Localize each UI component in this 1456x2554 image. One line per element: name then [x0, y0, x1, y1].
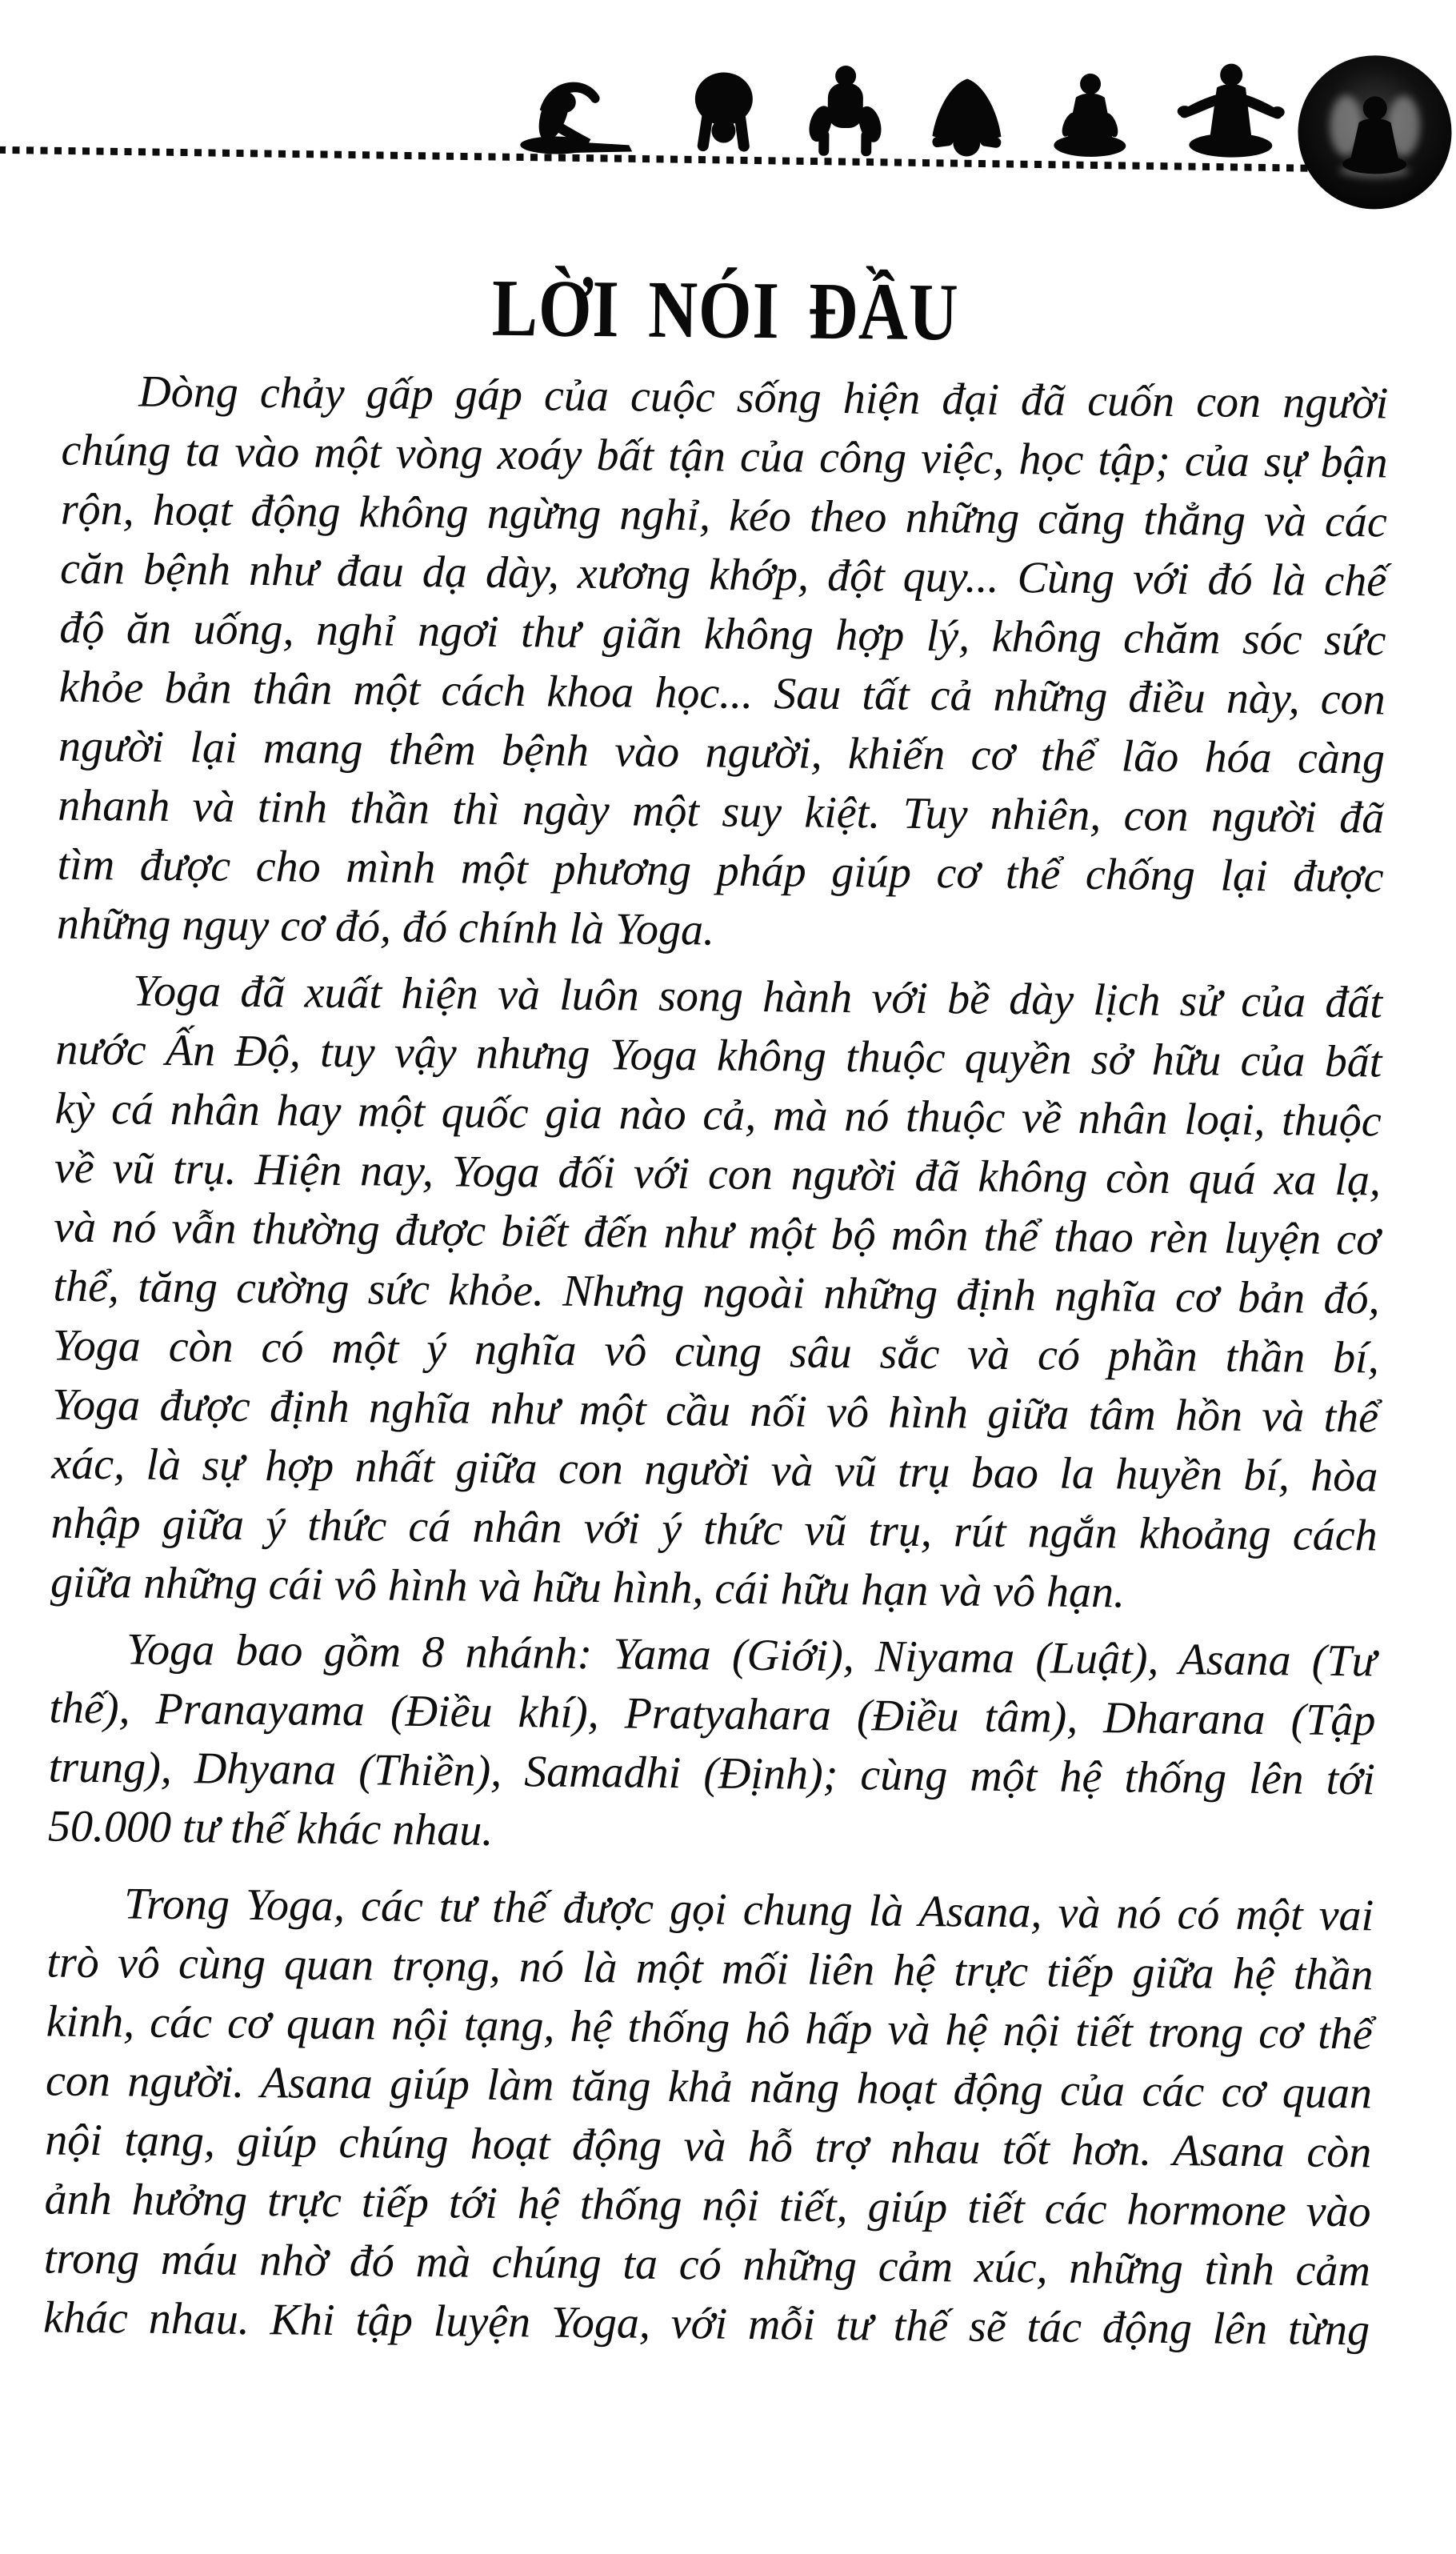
text-line: căn bệnh như đau dạ dày, xương khớp, đột quy... Cùng với đó là chế — [59, 543, 1387, 606]
text-line: Dòng chảy gấp gáp của cuộc sống hiện đại đã cuốn con người — [138, 366, 1389, 429]
body-text — [43, 362, 1389, 2368]
text-line: Yoga đã xuất hiện và luôn song hành với bề dày lịch sử của đất — [132, 966, 1383, 1028]
text-line: Yoga được định nghĩa như một cầu nối vô hình giữa tâm hồn và thể — [51, 1379, 1379, 1443]
tortoise-fold-pose-icon — [929, 75, 1005, 159]
page-title: LỜI NÓI ĐẦU — [490, 262, 959, 358]
footer-ornament — [0, 2364, 1434, 2522]
text-line: khỏe bản thân một cách khoa học... Sau tất cả những điều này, con — [58, 662, 1386, 725]
text-line: kỳ cá nhân hay một quốc gia nào cả, mà nó thuộc về nhân loại, thuộc — [54, 1083, 1382, 1147]
text-line: trung), Dhyana (Thiền), Samadhi (Định); cùng một hệ thống lên tới — [48, 1742, 1376, 1805]
paragraph — [48, 1619, 1377, 1869]
paragraph — [57, 362, 1389, 967]
text-line: nội tạng, giúp chúng hoạt động và hỗ trợ nhau tốt hơn. Asana còn — [45, 2115, 1372, 2178]
text-line: độ ăn uống, nghỉ ngơi thư giãn không hợp lý, không chăm sóc sức — [59, 602, 1386, 666]
yoga-pose-strip — [517, 42, 1286, 162]
text-line: Yoga bao gồm 8 nhánh: Yama (Giới), Niyama (Luật), Asana (Tư — [126, 1624, 1377, 1687]
meditation-circle-badge-icon — [1295, 48, 1454, 219]
paragraph — [43, 1874, 1374, 2360]
text-line: xác, là sự hợp nhất giữa con người và vũ trụ bao la huyền bí, hòa — [51, 1439, 1378, 1502]
text-line: rộn, hoạt động không ngừng nghỉ, kéo theo những căng thẳng và các — [60, 484, 1388, 547]
text-line: trò vô cùng quan trọng, nó là một mối liên hệ trực tiếp giữa hệ thần — [46, 1937, 1374, 2000]
text-line: con người. Asana giúp làm tăng khả năng hoạt động của các cơ quan — [45, 2056, 1373, 2119]
text-line: giữa những cái vô hình và hữu hình, cái hữu hạn và vô hạn. — [50, 1557, 1126, 1618]
text-line: Yoga còn có một ý nghĩa vô cùng sâu sắc và có phần thần bí, — [52, 1320, 1380, 1383]
text-line: khác nhau. Khi tập luyện Yoga, với mỗi tư thế sẽ tác động lên từng — [42, 2292, 1370, 2356]
text-line: nước Ấn Độ, tuy vậy nhưng Yoga không thuộc quyền sở hữu của bất — [55, 1024, 1382, 1087]
text-line: chúng ta vào một vòng xoáy bất tận của công việc, học tập; của sự bận — [61, 425, 1388, 488]
text-line: và nó vẫn thường được biết đến như một bộ môn thể thao rèn luyện cơ — [53, 1202, 1381, 1265]
lotus-arms-out-pose-icon — [1176, 60, 1286, 162]
text-line: về vũ trụ. Hiện nay, Yoga đối với con người đã không còn quá xa lạ, — [54, 1143, 1382, 1206]
text-line: ảnh hưởng trực tiếp tới hệ thống nội tiết, giúp tiết các hormone vào — [44, 2174, 1371, 2237]
text-line: nhanh và tinh thần thì ngày một suy kiệt. Tuy nhiên, con người đã — [58, 780, 1385, 843]
text-line: Trong Yoga, các tư thế được gọi chung là Asana, và nó có một vai — [123, 1879, 1374, 1941]
title-row — [0, 257, 1454, 364]
text-line: người lại mang thêm bệnh vào người, khiến cơ thể lão hóa càng — [58, 721, 1386, 784]
paragraph — [50, 961, 1383, 1625]
seated-side-stretch-pose-icon — [517, 65, 638, 155]
text-line: 50.000 tư thế khác nhau. — [47, 1801, 494, 1855]
lotus-meditation-pose-icon — [1052, 71, 1130, 160]
text-line: thế), Pranayama (Điều khí), Pratyahara (Điều tâm), Dharana (Tập — [49, 1683, 1376, 1746]
text-line: kinh, các cơ quan nội tạng, hệ thống hô hấp và hệ nội tiết trong cơ thể — [46, 1996, 1373, 2060]
text-line: những nguy cơ đó, đó chính là Yoga. — [56, 899, 715, 955]
crow-squat-pose-icon — [685, 65, 762, 157]
deep-squat-pose-icon — [809, 63, 882, 158]
text-line: trong máu nhờ đó mà chúng ta có những cảm xúc, những tình cảm — [43, 2233, 1371, 2296]
text-line: nhập giữa ý thức cá nhân với ý thức vũ trụ, rút ngắn khoảng cách — [50, 1498, 1378, 1561]
text-line: thể, tăng cường sức khỏe. Nhưng ngoài những định nghĩa cơ bản đó, — [53, 1261, 1380, 1324]
text-line: tìm được cho mình một phương pháp giúp cơ thể chống lại được — [57, 839, 1384, 903]
